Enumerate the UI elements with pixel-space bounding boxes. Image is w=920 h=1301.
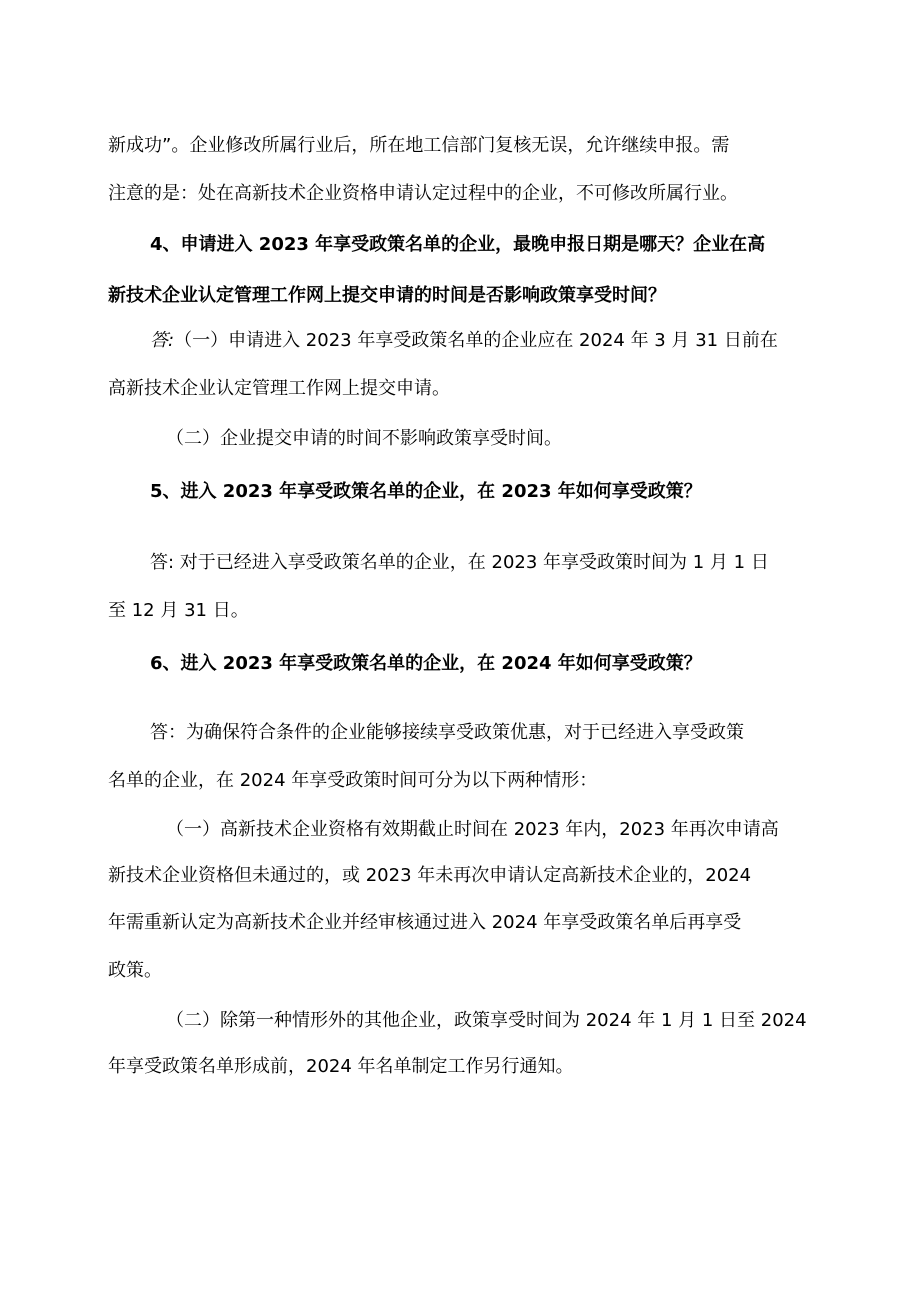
paragraph-line: 注意的是：处在高新技术企业资格申请认定过程中的企业，不可修改所属行业。 bbox=[108, 183, 738, 204]
answer-5-line: 答: 对于已经进入享受政策名单的企业，在 2023 年享受政策时间为 1 月 1 日 bbox=[150, 552, 769, 573]
answer-6-line: 答：为确保符合条件的企业能够接续享受政策优惠，对于已经进入享受政策 bbox=[150, 722, 744, 743]
question-4-heading: 4、申请进入 2023 年享受政策名单的企业，最晚申报日期是哪天？企业在高 bbox=[150, 234, 766, 255]
answer-label: 答: bbox=[150, 330, 175, 351]
answer-6-item-2-cont: 年享受政策名单形成前，2024 年名单制定工作另行通知。 bbox=[108, 1056, 574, 1077]
question-6-heading: 6、进入 2023 年享受政策名单的企业，在 2024 年如何享受政策？ bbox=[150, 653, 702, 674]
question-4-heading-cont: 新技术企业认定管理工作网上提交申请的时间是否影响政策享受时间？ bbox=[108, 285, 666, 306]
question-5-heading: 5、进入 2023 年享受政策名单的企业，在 2023 年如何享受政策？ bbox=[150, 481, 702, 502]
answer-6-item-1-cont: 新技术企业资格但未通过的，或 2023 年未再次申请认定高新技术企业的，2024 bbox=[108, 865, 752, 886]
answer-6-line: 名单的企业，在 2024 年享受政策时间可分为以下两种情形： bbox=[108, 770, 598, 791]
paragraph-line: 新成功”。企业修改所属行业后，所在地工信部门复核无误，允许继续申报。需 bbox=[108, 135, 730, 156]
answer-5-line: 至 12 月 31 日。 bbox=[108, 600, 249, 621]
answer-6-item-2: （二）除第一种情形外的其他企业，政策享受时间为 2024 年 1 月 1 日至 2024 bbox=[166, 1010, 807, 1031]
answer-6-item-1-cont: 年需重新认定为高新技术企业并经审核通过进入 2024 年享受政策名单后再享受 bbox=[108, 912, 742, 933]
answer-4-text: （一）申请进入 2023 年享受政策名单的企业应在 2024 年 3 月 31 日前在 bbox=[174, 330, 778, 351]
answer-4-line: 高新技术企业认定管理工作网上提交申请。 bbox=[108, 378, 450, 399]
answer-4-item-2: （二）企业提交申请的时间不影响政策享受时间。 bbox=[166, 428, 562, 449]
answer-6-item-1: （一）高新技术企业资格有效期截止时间在 2023 年内，2023 年再次申请高 bbox=[166, 819, 779, 840]
answer-4-line bbox=[150, 327, 812, 355]
answer-6-item-1-cont: 政策。 bbox=[108, 960, 162, 981]
